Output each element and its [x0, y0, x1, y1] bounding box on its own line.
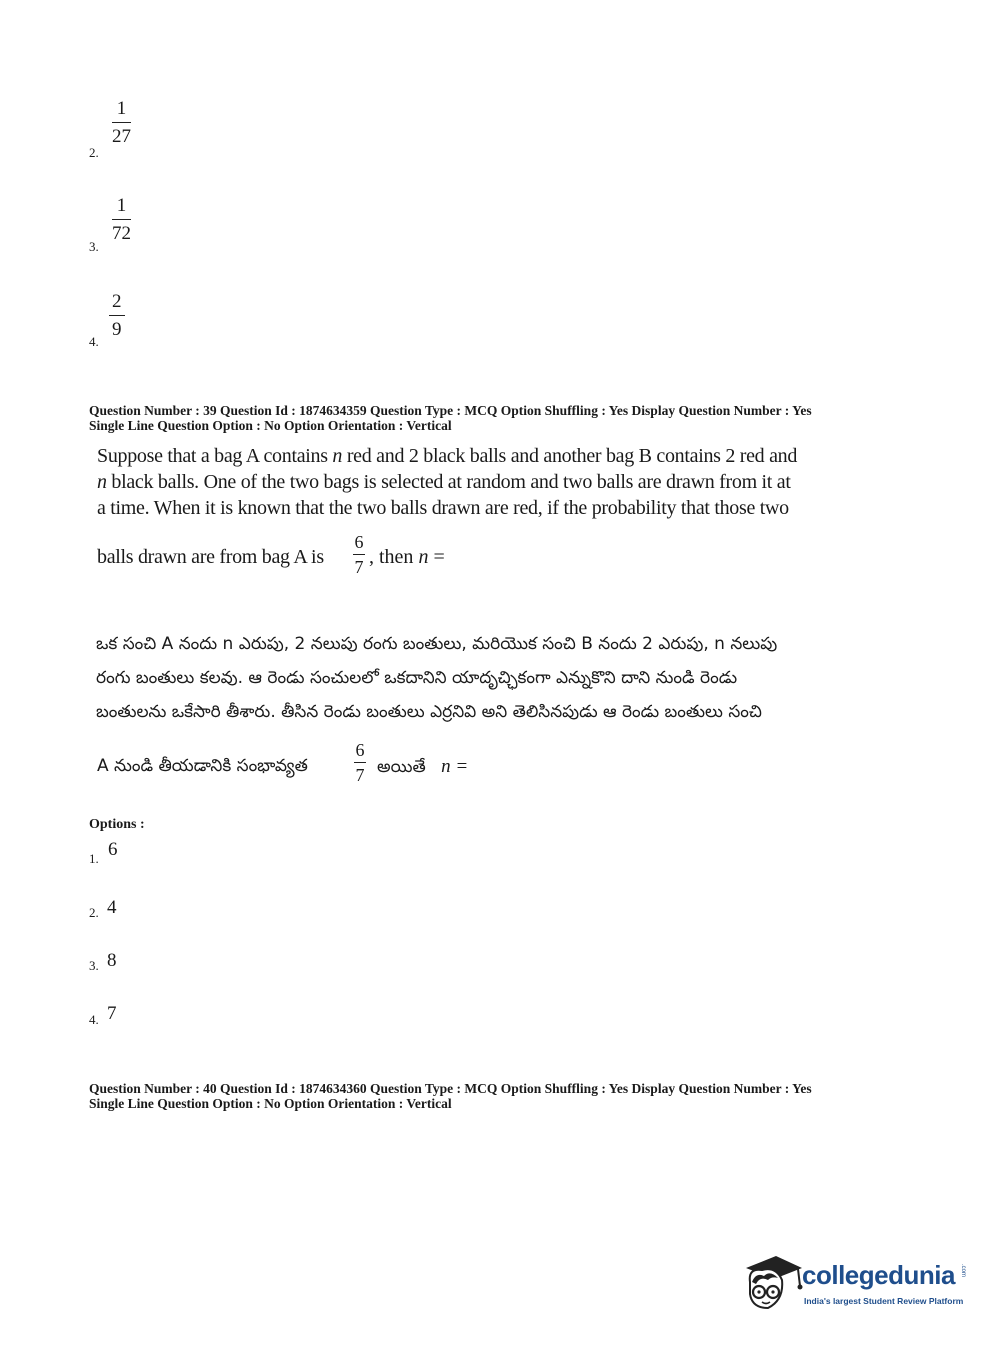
- question-39-meta: [89, 403, 812, 433]
- fraction-numerator: 1: [116, 195, 127, 216]
- question-39-english: [97, 443, 867, 521]
- fraction-numerator: 2: [112, 291, 122, 312]
- option-number: 4.: [89, 1012, 99, 1027]
- options-label: Options :: [89, 817, 145, 832]
- meta-line-1: Question Number : 40 Question Id : 1874634360 Question Type : MCQ Option Shuffling : Yes Display Question Number : Yes: [89, 1081, 812, 1096]
- fraction-numerator: 1: [116, 98, 127, 119]
- logo-com: .com: [960, 1264, 966, 1278]
- question-line-4-end: , then n =: [369, 546, 445, 568]
- logo-tagline: India's largest Student Review Platform: [804, 1296, 964, 1306]
- fraction-denominator: 7: [355, 765, 365, 785]
- fraction: [112, 99, 131, 146]
- telugu-line-1: ఒక సంచి A నందు n ఎరుపు, 2 నలుపు రంగు బంతులు, మరియొక సంచి B నందు 2 ఎరుపు, n నలుపు: [96, 634, 778, 654]
- telugu-line-4-end: అయితే n =: [377, 756, 469, 777]
- fraction-numerator: 6: [355, 740, 365, 760]
- option-number: 4.: [89, 334, 99, 349]
- collegedunia-logo: [742, 1252, 972, 1316]
- fraction-numerator: 6: [354, 532, 364, 552]
- fraction: [112, 196, 131, 243]
- option-value: 4: [107, 897, 117, 918]
- logo-brand: collegedunia: [802, 1260, 955, 1290]
- option-value: 7: [107, 1003, 117, 1024]
- question-40-meta: [89, 1081, 812, 1111]
- fraction-denominator: 9: [112, 319, 122, 340]
- telugu-line-4: A నుండి తీయడానికి సంభావ్యత: [97, 756, 308, 776]
- option-number: 2.: [89, 145, 99, 160]
- fraction-denominator: 7: [354, 557, 364, 577]
- telugu-line-3: బంతులను ఒకేసారి తీశారు. తీసిన రెండు బంతులు ఎర్రనివి అని తెలిసినపుడు ఆ రెండు బంతులు సంచి: [96, 702, 762, 722]
- fraction-denominator: 72: [112, 223, 131, 244]
- meta-line-2: Single Line Question Option : No Option Orientation : Vertical: [89, 1096, 452, 1111]
- option-value: 8: [107, 950, 117, 971]
- option-number: 2.: [89, 905, 99, 920]
- meta-line-1: Question Number : 39 Question Id : 1874634359 Question Type : MCQ Option Shuffling : Yes Display Question Number : Yes: [89, 403, 812, 418]
- fraction: [109, 292, 125, 339]
- option-number: 3.: [89, 239, 99, 254]
- telugu-line-2: రంగు బంతులు కలవు. ఆ రెండు సంచులలో ఒకదానిని యాదృచ్ఛికంగా ఎన్నుకొని దాని నుండి రెండు: [96, 668, 738, 688]
- option-number: 3.: [89, 958, 99, 973]
- probability-fraction: [353, 533, 365, 576]
- telugu-probability-fraction: [354, 741, 366, 784]
- graduate-mascot-icon: [742, 1252, 804, 1316]
- fraction-bar: [353, 554, 365, 555]
- option-value: 6: [108, 839, 118, 860]
- meta-line-2: Single Line Question Option : No Option Orientation : Vertical: [89, 418, 452, 433]
- option-number: 1.: [89, 851, 99, 866]
- question-line-3: a time. When it is known that the two balls drawn are red, if the probability that those two: [97, 497, 789, 519]
- question-line-2: n black balls. One of the two bags is selected at random and two balls are drawn from it at: [97, 471, 791, 493]
- question-line-1: Suppose that a bag A contains n red and 2 black balls and another bag B contains 2 red and: [97, 445, 798, 467]
- question-line-4: balls drawn are from bag A is: [97, 546, 324, 568]
- fraction-denominator: 27: [112, 126, 131, 147]
- question-39-telugu: [96, 627, 876, 729]
- fraction-bar: [354, 762, 366, 763]
